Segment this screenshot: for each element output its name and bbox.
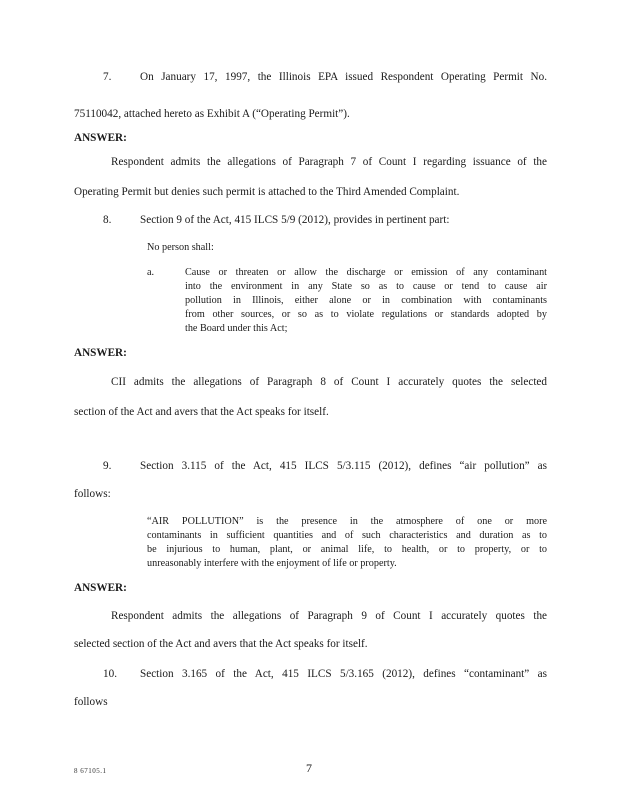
page-number: 7 — [306, 761, 312, 775]
paragraph-8-item-line: Cause or threaten or allow the discharge or emission of any contaminant — [185, 267, 547, 278]
paragraph-9-quote-line: be injurious to human, plant, or animal life, to health, or to property, or to — [147, 544, 547, 555]
paragraph-7-line-1: On January 17, 1997, the Illinois EPA issued Respondent Operating Permit No. — [140, 71, 547, 83]
paragraph-10-number: 10. — [103, 668, 117, 680]
paragraph-9-quote-line: contaminants in sufficient quantities and of such characteristics and duration as to — [147, 530, 547, 541]
paragraph-8-line-1: Section 9 of the Act, 415 ILCS 5/9 (2012), provides in pertinent part: — [140, 214, 450, 226]
paragraph-8-item-line: the Board under this Act; — [185, 323, 288, 334]
paragraph-10-line-2: follows — [74, 696, 108, 708]
paragraph-8-quote-intro: No person shall: — [147, 242, 214, 253]
paragraph-8-item-line: from other sources, or so as to violate regulations or standards adopted by — [185, 309, 547, 320]
paragraph-8-number: 8. — [103, 214, 112, 226]
paragraph-9-line-1: Section 3.115 of the Act, 415 ILCS 5/3.115 (2012), defines “air pollution” as — [140, 460, 547, 472]
answer-7-line-1: Respondent admits the allegations of Paragraph 7 of Count I regarding issuance of the — [111, 156, 547, 168]
answer-7-line-2: Operating Permit but denies such permit is attached to the Third Amended Complaint. — [74, 186, 460, 198]
paragraph-7-number: 7. — [103, 71, 112, 83]
paragraph-9-quote-line: unreasonably interfere with the enjoyment of life or property. — [147, 558, 397, 569]
answer-8-line-2: section of the Act and avers that the Act speaks for itself. — [74, 406, 329, 418]
paragraph-9-number: 9. — [103, 460, 112, 472]
paragraph-7-line-2: 75110042, attached hereto as Exhibit A (“Operating Permit”). — [74, 108, 350, 120]
paragraph-10-line-1: Section 3.165 of the Act, 415 ILCS 5/3.165 (2012), defines “contaminant” as — [140, 668, 547, 680]
paragraph-8-item-label: a. — [147, 267, 155, 278]
paragraph-9-quote-line: “AIR POLLUTION” is the presence in the atmosphere of one or more — [147, 516, 547, 527]
paragraph-8-item-line: pollution in Illinois, either alone or in combination with contaminants — [185, 295, 547, 306]
answer-9-line-1: Respondent admits the allegations of Paragraph 9 of Count I accurately quotes the — [111, 610, 547, 622]
answer-9-heading: ANSWER: — [74, 582, 127, 594]
answer-8-line-1: CII admits the allegations of Paragraph 8 of Count I accurately quotes the selected — [111, 376, 547, 388]
answer-7-heading: ANSWER: — [74, 132, 127, 144]
answer-8-heading: ANSWER: — [74, 347, 127, 359]
answer-9-line-2: selected section of the Act and avers that the Act speaks for itself. — [74, 638, 368, 650]
paragraph-8-item-line: into the environment in any State so as to cause or tend to cause air — [185, 281, 547, 292]
paragraph-9-line-2: follows: — [74, 488, 111, 500]
footer-document-code: 8 67105.1 — [74, 767, 107, 775]
